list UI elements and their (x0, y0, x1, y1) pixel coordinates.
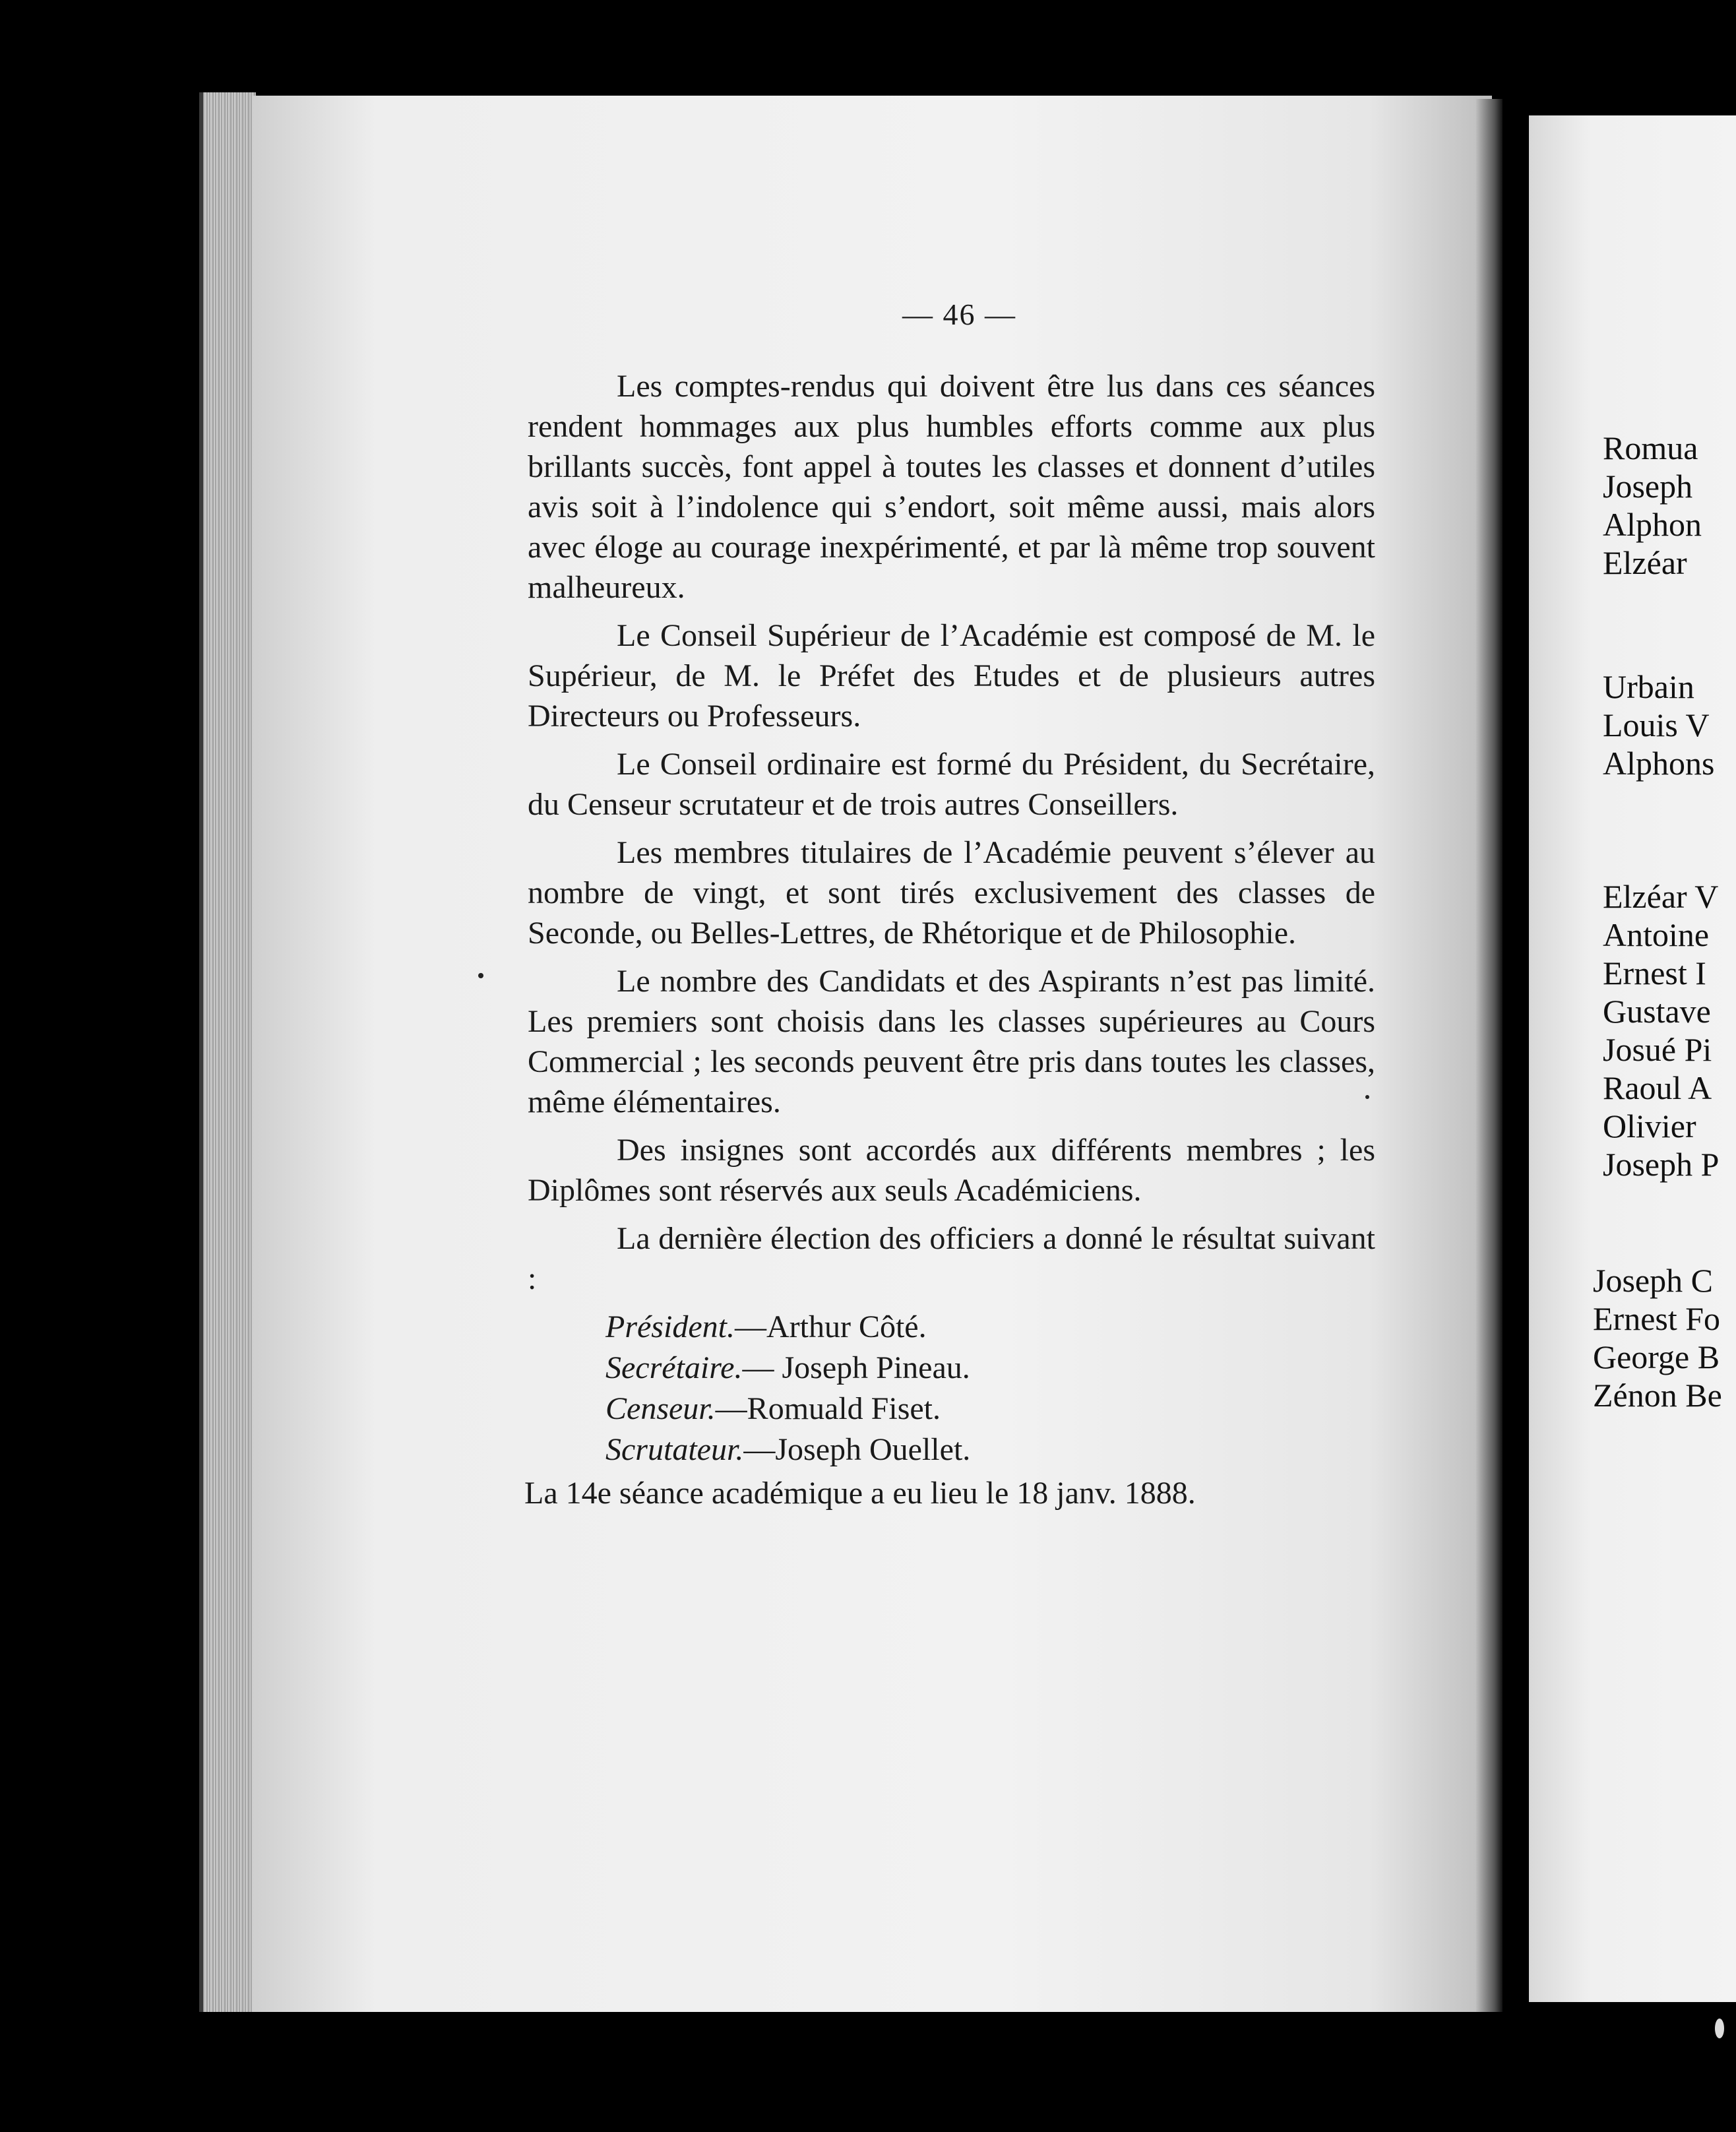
officer-name: —Joseph Ouellet. (743, 1432, 971, 1467)
paragraph-conseil-ordinaire: Le Conseil ordinaire est formé du Président, du Secrétaire, du Censeur scrutateur et de trois autres Conseillers. (528, 747, 1375, 822)
officer-scrutateur (528, 1429, 1375, 1470)
paragraph-candidats: Le nombre des Candidats et des Aspirants n’est pas limité. Les premiers sont choisis dans les classes supérieures au Cours Commercial ; les seconds peuvent être pris dans toutes les classes, même élémentaires. (528, 964, 1375, 1119)
officer-role: Scrutateur. (605, 1432, 744, 1467)
scan-speck (1715, 2019, 1724, 2038)
officer-role: Secrétaire. (605, 1350, 743, 1385)
right-page-name: Zénon Be (1593, 1377, 1722, 1414)
paragraph-conseil-superieur: Le Conseil Supérieur de l’Académie est composé de M. le Supérieur, de M. le Préfet des Etudes et de plusieurs autres Directeurs ou Professeurs. (528, 618, 1375, 734)
right-page-name: Romua (1603, 429, 1698, 466)
book-page-edges (199, 92, 256, 2012)
right-page-name: Urbain (1603, 668, 1694, 705)
officer-role: Censeur. (605, 1391, 716, 1426)
right-page-name: Raoul A (1603, 1069, 1712, 1106)
paragraph-membres-titulaires: Les membres titulaires de l’Académie peuvent s’élever au nombre de vingt, et sont tirés exclusivement des classes de Seconde, ou Belles-Lettres, de Rhétorique et de Philosophie. (528, 835, 1375, 951)
right-page-name: Elzéar (1603, 544, 1687, 581)
officer-president (528, 1307, 1375, 1348)
right-page-name: Gustave (1603, 993, 1711, 1030)
right-page-name: George B (1593, 1338, 1720, 1375)
officer-secretaire (528, 1348, 1375, 1389)
right-page-name: Elzéar V (1603, 878, 1719, 915)
officer-censeur (528, 1389, 1375, 1429)
paragraph-election: La dernière élection des officiers a donné le résultat suivant : (528, 1221, 1375, 1296)
body-text (524, 366, 1375, 1514)
right-page-name: Antoine (1603, 916, 1710, 953)
right-page-name: Joseph (1603, 468, 1693, 505)
officers-list (528, 1307, 1375, 1470)
book-gutter (1476, 99, 1503, 2012)
right-page-name: Joseph P (1603, 1146, 1720, 1183)
officer-name: —Arthur Côté. (734, 1309, 927, 1344)
right-page-name: Ernest I (1603, 955, 1706, 991)
right-page-name: Joseph C (1593, 1262, 1713, 1299)
right-page-name: Louis V (1603, 706, 1710, 743)
officer-name: —Romuald Fiset. (715, 1391, 941, 1426)
paragraph-insignes: Des insignes sont accordés aux différents membres ; les Diplômes sont réservés aux seuls Académiciens. (528, 1133, 1375, 1208)
right-page-name: Olivier (1603, 1108, 1696, 1144)
officer-role: Président. (605, 1309, 735, 1344)
right-page-name: Alphon (1603, 506, 1702, 543)
right-page-name: Alphons (1603, 745, 1715, 782)
right-page-name: Josué Pi (1603, 1031, 1712, 1068)
scan-speck (478, 973, 483, 978)
page-number: — 46 — (902, 298, 1016, 331)
closing-line: La 14e séance académique a eu lieu le 18 janv. 1888. (524, 1476, 1196, 1511)
officer-name: — Joseph Pineau. (742, 1350, 970, 1385)
paragraph-comptes-rendus: Les comptes-rendus qui doivent être lus dans ces séances rendent hommages aux plus humbles efforts comme aux plus brillants succès, font appel à toutes les classes et donnent d’utiles avis soit à l’indolence qui s’endort, soit même aussi, mais alors avec éloge au courage inexpérimenté, et par là même trop souvent malheureux. (528, 369, 1375, 605)
scan-speck (1365, 1095, 1369, 1099)
right-page-name: Ernest Fo (1593, 1300, 1721, 1337)
